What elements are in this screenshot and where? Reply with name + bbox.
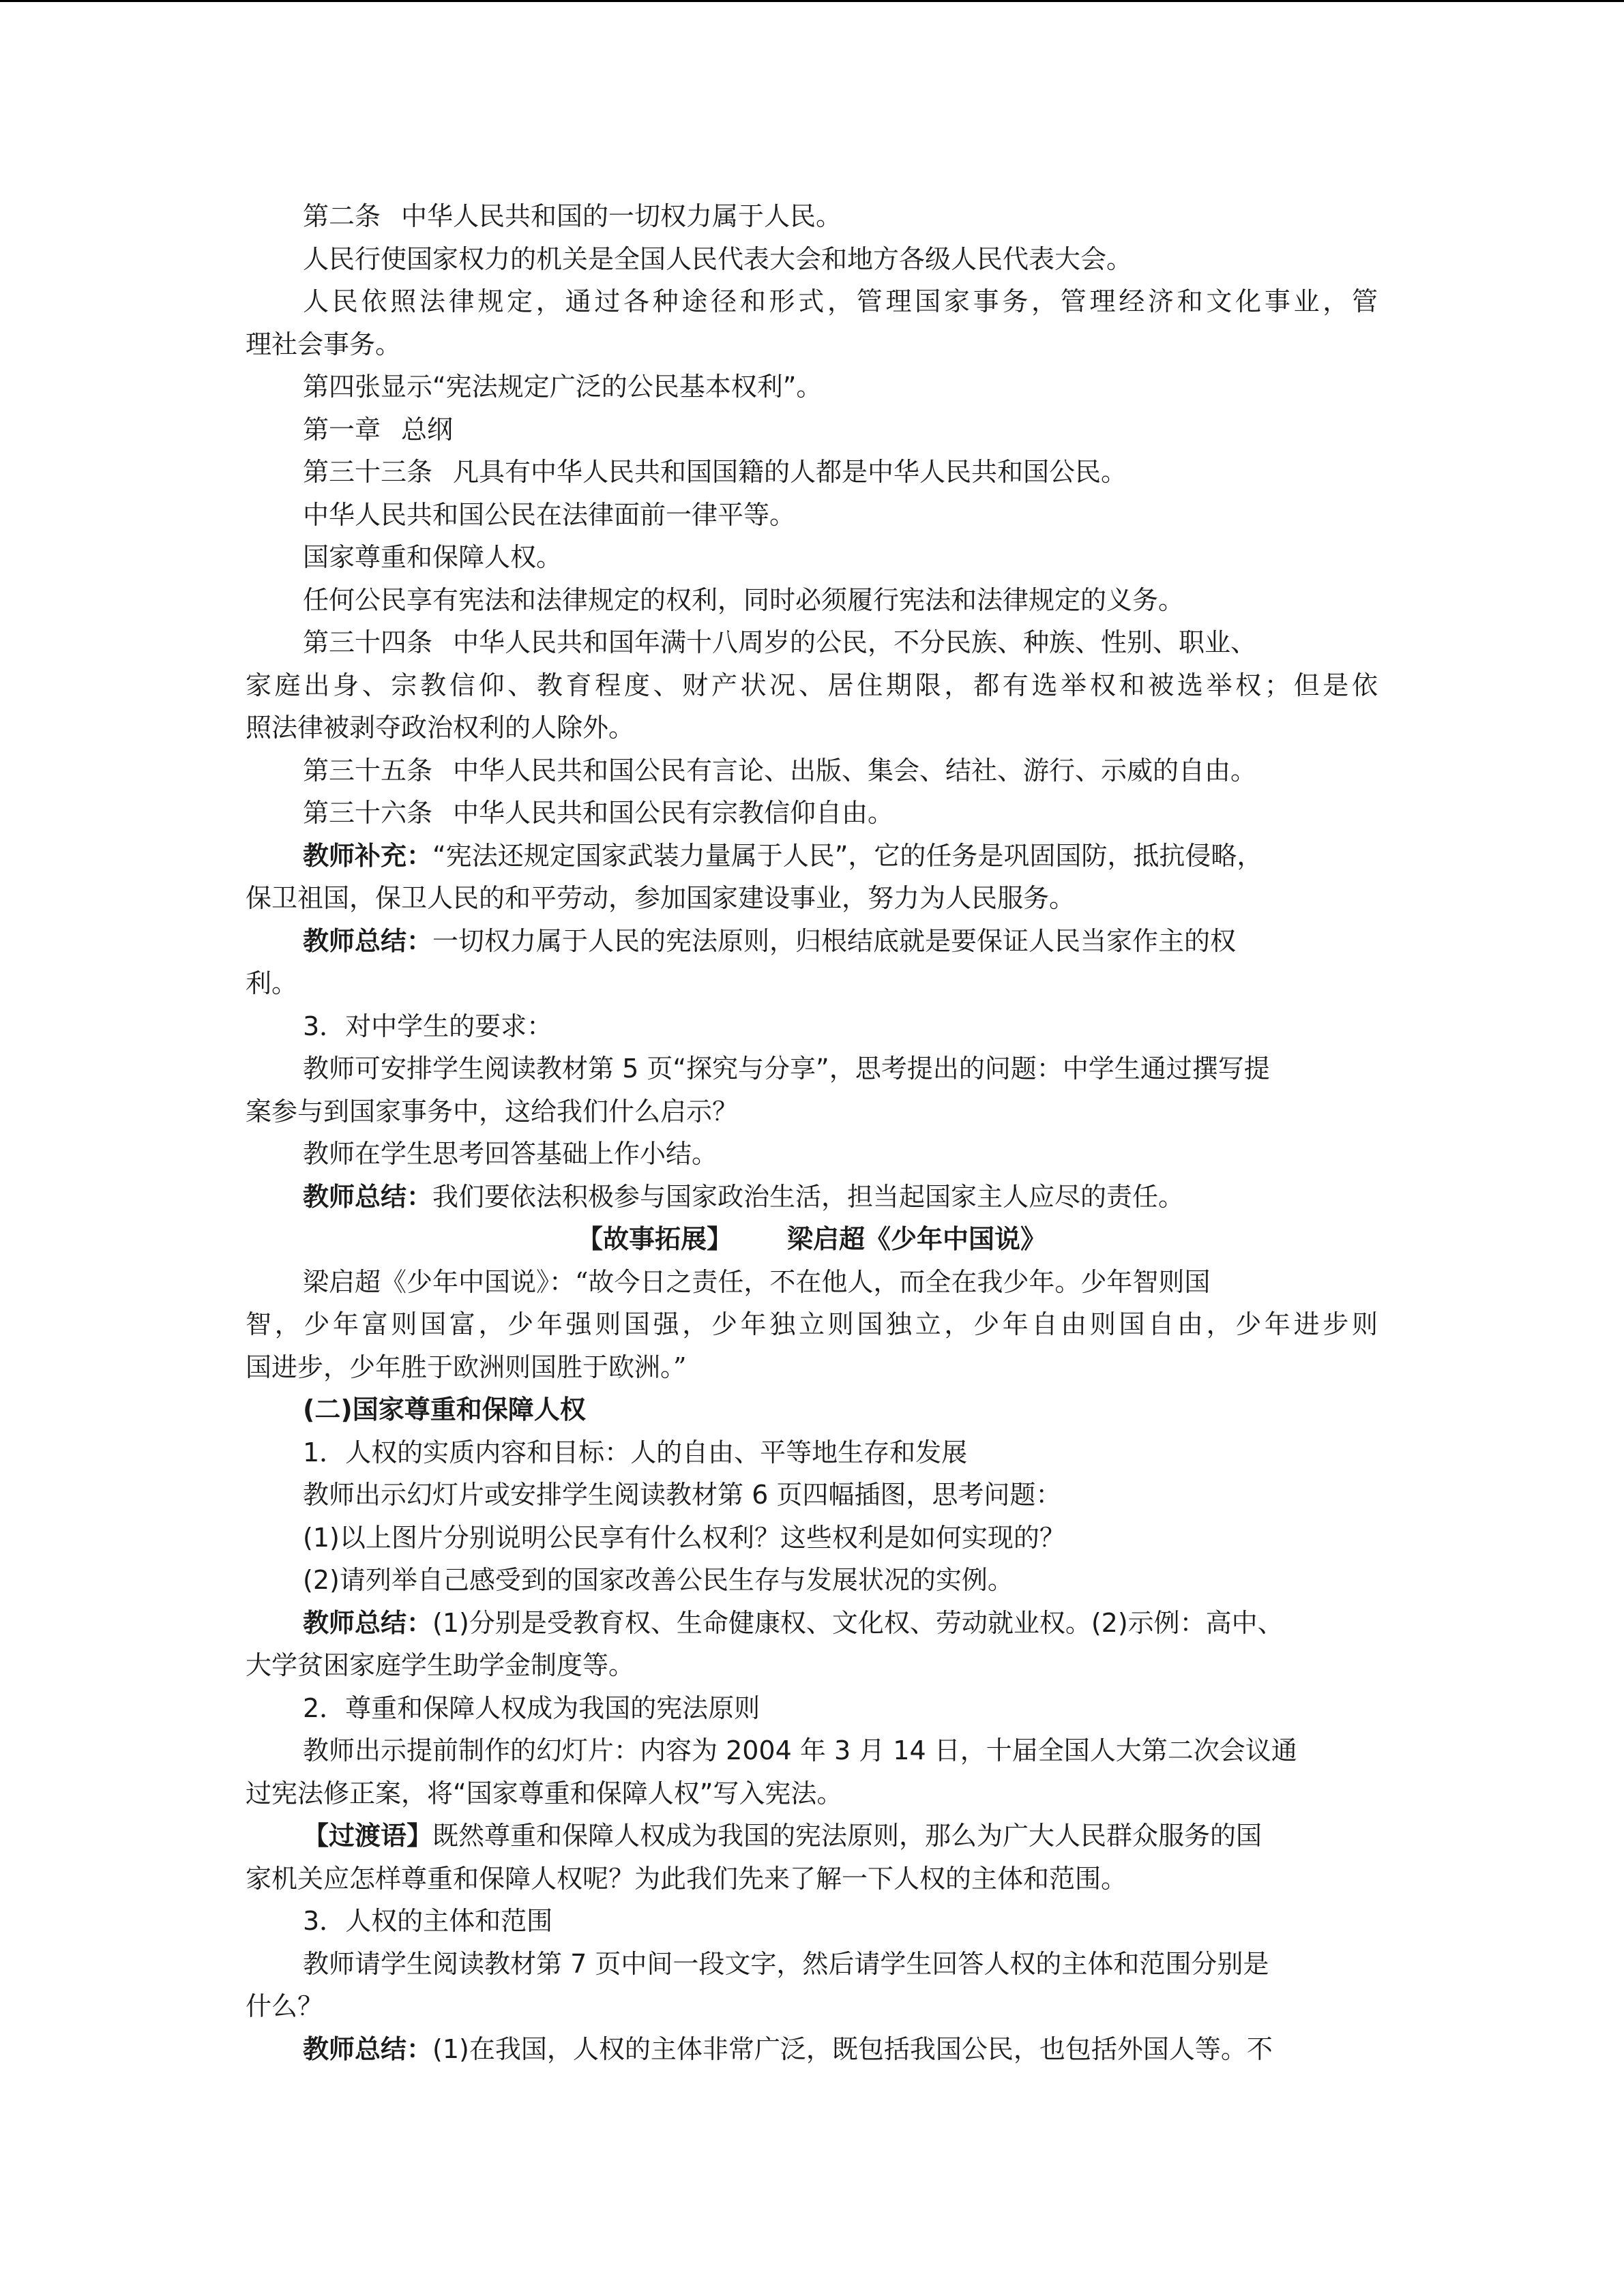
transition-statement [246, 1815, 1378, 1858]
chapter-number: 第一章 [303, 414, 381, 445]
section-heading: 2．尊重和保障人权成为我国的宪法原则 [303, 1693, 761, 1723]
text-line: 教师在学生思考回答基础上作小结。 [303, 1139, 718, 1169]
article-text: 中华人民共和国的一切权力属于人民。 [401, 201, 842, 231]
text-line: 国进步，少年胜于欧洲则国胜于欧洲。” [246, 1352, 687, 1382]
article-text: 中华人民共和国公民有宗教信仰自由。 [453, 798, 894, 828]
text-line: 家机关应怎样尊重和保障人权呢？为此我们先来了解一下人权的主体和范围。 [246, 1863, 1127, 1894]
chapter-heading [246, 408, 1378, 451]
text-line: 教师出示提前制作的幻灯片：内容为 2004 年 3 月 14 日，十届全国人大第二次会议通 [303, 1735, 1297, 1765]
bold-label: 【过渡语】 [303, 1821, 433, 1851]
text-line: 教师可安排学生阅读教材第 5 页“探究与分享”，思考提出的问题：中学生通过撰写提 [303, 1054, 1270, 1084]
bold-label: 教师补充： [303, 840, 433, 871]
teacher-summary [246, 920, 1378, 963]
article-number: 第三十五条 [303, 755, 433, 786]
bold-label: 教师总结： [303, 2033, 433, 2064]
text-line: 国家尊重和保障人权。 [303, 542, 563, 572]
text-line: 智，少年富则国富，少年强则国强，少年独立则国独立，少年自由则国自由，少年进步则 [246, 1309, 1378, 1339]
text-line: 中华人民共和国公民在法律面前一律平等。 [303, 499, 796, 530]
story-extension-heading [246, 1218, 1378, 1261]
text-line: 家庭出身、宗教信仰、教育程度、财产状况、居住期限，都有选举权和被选举权；但是依 [246, 670, 1378, 700]
document-page [246, 195, 1378, 2070]
heading-label: 【故事拓展】 [576, 1224, 733, 1254]
text-line: 人民行使国家权力的机关是全国人民代表大会和地方各级人民代表大会。 [303, 243, 1133, 274]
text-line: 人民依照法律规定，通过各种途径和形式，管理国家事务，管理经济和文化事业，管 [303, 286, 1378, 316]
text-line: 过宪法修正案，将“国家尊重和保障人权”写入宪法。 [246, 1778, 843, 1808]
text-line: 保卫祖国，保卫人民的和平劳动，参加国家建设事业，努力为人民服务。 [246, 883, 1076, 913]
teacher-summary [246, 2028, 1378, 2071]
text-line: 教师请学生阅读教材第 7 页中间一段文字，然后请学生回答人权的主体和范围分别是 [303, 1948, 1269, 1979]
article-2 [246, 195, 1378, 238]
teacher-supplement [246, 835, 1378, 878]
teacher-summary [246, 1176, 1378, 1219]
paragraph-text: 一切权力属于人民的宪法原则，归根结底就是要保证人民当家作主的权 [432, 925, 1237, 956]
top-border-rule [0, 0, 1624, 2]
text-line: 利。 [246, 968, 298, 998]
chapter-title: 总纲 [401, 414, 454, 445]
bold-label: 教师总结： [303, 925, 433, 956]
paragraph-text: (1)分别是受教育权、生命健康权、文化权、劳动就业权。(2)示例：高中、 [432, 1607, 1284, 1638]
section-heading: 3．对中学生的要求： [303, 1011, 553, 1041]
article-35 [246, 749, 1378, 792]
paragraph-text: 我们要依法积极参与国家政治生活，担当起国家主人应尽的责任。 [432, 1181, 1185, 1212]
article-text: 凡具有中华人民共和国国籍的人都是中华人民共和国公民。 [453, 457, 1127, 487]
question-item: (2)请列举自己感受到的国家改善公民生存与发展状况的实例。 [303, 1565, 1014, 1595]
text-line: 照法律被剥夺政治权利的人除外。 [246, 713, 635, 743]
text-line: 什么？ [246, 1991, 324, 2021]
question-item: (1)以上图片分别说明公民享有什么权利？这些权利是如何实现的？ [303, 1522, 1065, 1553]
section-heading: 1．人权的实质内容和目标：人的自由、平等地生存和发展 [303, 1437, 968, 1467]
article-36 [246, 792, 1378, 835]
text-line: 大学贫困家庭学生助学金制度等。 [246, 1650, 635, 1680]
paragraph-text: 既然尊重和保障人权成为我国的宪法原则，那么为广大人民群众服务的国 [432, 1821, 1263, 1851]
paragraph-text: (1)在我国，人权的主体非常广泛，既包括我国公民，也包括外国人等。不 [432, 2033, 1273, 2064]
section-heading: 3．人权的主体和范围 [303, 1906, 553, 1936]
article-number: 第三十四条 [303, 627, 433, 657]
text-line: 理社会事务。 [246, 329, 402, 359]
subsection-heading: (二)国家尊重和保障人权 [303, 1395, 586, 1425]
paragraph-text: “宪法还规定国家武装力量属于人民”，它的任务是巩固国防，抵抗侵略， [432, 840, 1263, 871]
bold-label: 教师总结： [303, 1181, 433, 1212]
text-line: 第四张显示“宪法规定广泛的公民基本权利”。 [303, 372, 823, 402]
article-34 [246, 621, 1378, 664]
text-line: 案参与到国家事务中，这给我们什么启示？ [246, 1096, 739, 1127]
teacher-summary [246, 1602, 1378, 1645]
article-33 [246, 451, 1378, 494]
heading-title: 梁启超《少年中国说》 [787, 1224, 1047, 1254]
article-number: 第二条 [303, 201, 381, 231]
text-line: 教师出示幻灯片或安排学生阅读教材第 6 页四幅插图，思考问题： [303, 1480, 1062, 1510]
bold-label: 教师总结： [303, 1607, 433, 1638]
article-number: 第三十三条 [303, 457, 433, 487]
article-text: 中华人民共和国年满十八周岁的公民，不分民族、种族、性别、职业、 [453, 627, 1257, 657]
text-line: 任何公民享有宪法和法律规定的权利，同时必须履行宪法和法律规定的义务。 [303, 584, 1185, 615]
text-line: 梁启超《少年中国说》：“故今日之责任，不在他人，而全在我少年。少年智则国 [303, 1266, 1211, 1297]
article-text: 中华人民共和国公民有言论、出版、集会、结社、游行、示威的自由。 [453, 755, 1257, 786]
article-number: 第三十六条 [303, 798, 433, 828]
